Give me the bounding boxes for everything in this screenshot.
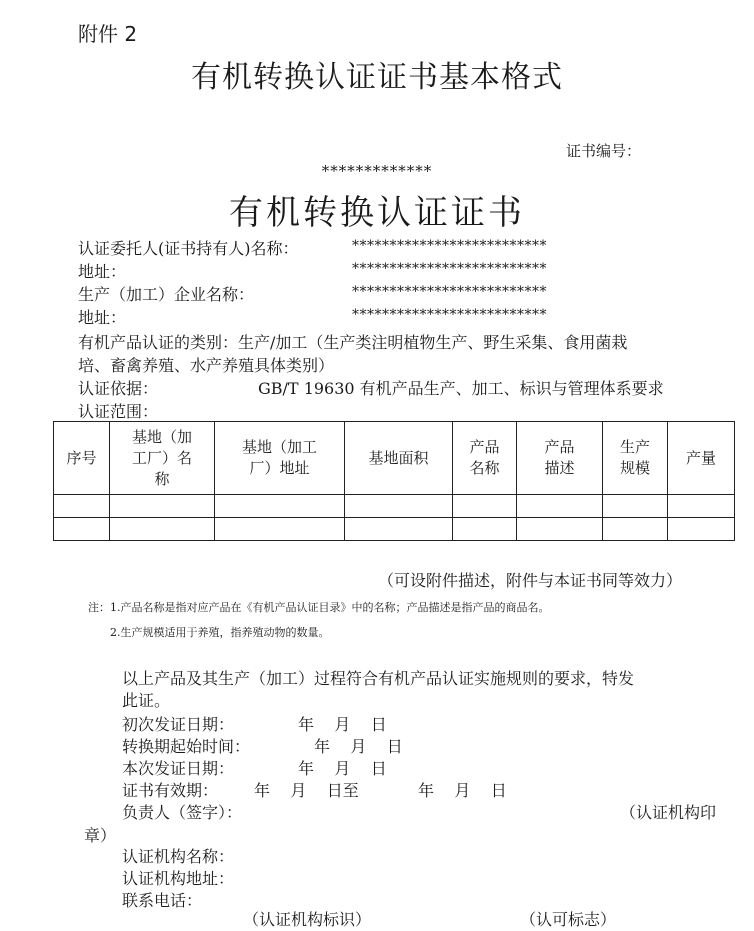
table-header-cell — [517, 422, 603, 495]
table-header-cell — [54, 422, 110, 495]
category-line-2: 培、畜禽养殖、水产养殖具体类别） — [78, 356, 335, 375]
first-issue-date-label: 初次发证日期： — [122, 715, 235, 734]
table-header-text: 名称 — [469, 459, 500, 477]
table-header-cell — [453, 422, 517, 495]
statement-line-1: 以上产品及其生产（加工）过程符合有机产品认证实施规则的要求，特发 — [122, 669, 635, 688]
org-mark-label: （认证机构标识） — [243, 910, 372, 929]
certificate-title: 有机转换认证证书 — [229, 193, 525, 233]
basis-label: 认证依据： — [78, 379, 159, 398]
table-cell — [517, 518, 603, 541]
table-cell — [668, 518, 735, 541]
holder-address-label: 地址： — [78, 262, 127, 281]
table-cell — [603, 495, 668, 518]
validity-to: 年 月 日 — [418, 781, 507, 800]
table-row — [54, 518, 735, 541]
enterprise-address-label: 地址： — [78, 308, 127, 327]
table-header-text: 描述 — [544, 459, 575, 477]
table-header-text: 基地（加 — [131, 427, 192, 446]
table-cell — [345, 495, 453, 518]
table-cell — [54, 518, 110, 541]
first-issue-date-value: 年 月 日 — [298, 715, 387, 734]
table-cell — [668, 495, 735, 518]
table-cell — [517, 495, 603, 518]
footnote-1: 注：1.产品名称是指对应产品在《有机产品认证目录》中的名称；产品描述是指产品的商品名。 — [88, 601, 550, 614]
table-header-text: 基地（加工 — [241, 438, 317, 456]
table-cell — [453, 495, 517, 518]
document-title: 有机转换认证证书基本格式 — [191, 60, 563, 95]
table-header-text: 序号 — [66, 448, 97, 467]
conversion-start-label: 转换期起始时间： — [122, 737, 251, 756]
table-header-text: 工厂）名 — [131, 448, 192, 467]
table-cell — [110, 518, 215, 541]
table-header-cell — [603, 422, 668, 495]
certificate-number-placeholder: ************* — [321, 162, 433, 180]
phone-label: 联系电话： — [122, 891, 203, 910]
table-header-text: 基地面积 — [368, 448, 429, 467]
responsible-person-label: 负责人（签字）： — [122, 803, 243, 822]
accreditation-mark-label: （认可标志） — [520, 910, 617, 929]
table-cell — [54, 495, 110, 518]
table-header-text: 规模 — [619, 459, 650, 477]
table-cell — [215, 518, 345, 541]
table-header-text: 生产 — [619, 438, 650, 456]
current-issue-date-label: 本次发证日期： — [122, 759, 235, 778]
enterprise-address-value: ************************** — [352, 307, 547, 323]
org-address-label: 认证机构地址： — [122, 869, 235, 888]
holder-name-label: 认证委托人(证书持有人)名称： — [78, 239, 299, 258]
product-table — [53, 421, 735, 541]
attachment-note: （可设附件描述，附件与本证书同等效力） — [378, 571, 683, 590]
org-name-label: 认证机构名称： — [122, 847, 235, 866]
current-issue-date-value: 年 月 日 — [298, 759, 387, 778]
table-header-text: 产量 — [685, 448, 716, 467]
table-header-text: 产品 — [544, 438, 575, 456]
seal-note-line-2: 章） — [84, 826, 117, 845]
basis-value: GB/T 19630 有机产品生产、加工、标识与管理体系要求 — [258, 379, 664, 398]
holder-address-value: ************************** — [352, 261, 547, 277]
table-header-cell — [110, 422, 215, 495]
conversion-start-value: 年 月 日 — [314, 737, 403, 756]
certificate-number-label: 证书编号： — [566, 142, 642, 160]
table-cell — [110, 495, 215, 518]
table-row — [54, 495, 735, 518]
validity-label: 证书有效期： — [122, 781, 219, 800]
attachment-label: 附件 2 — [78, 22, 138, 46]
enterprise-name-value: ************************** — [352, 284, 547, 300]
validity-from: 年 月 日至 — [254, 781, 359, 800]
table-header-text: 产品 — [469, 438, 500, 456]
footnote-2: 2.生产规模适用于养殖，指养殖动物的数量。 — [110, 626, 330, 639]
seal-note-line-1: （认证机构印 — [620, 803, 717, 822]
table-header-cell — [668, 422, 735, 495]
category-line-1: 有机产品认证的类别：生产/加工（生产类注明植物生产、野生采集、食用菌栽 — [78, 333, 628, 352]
table-body — [54, 495, 735, 541]
table-cell — [215, 495, 345, 518]
holder-name-value: ************************** — [352, 238, 547, 254]
scope-label: 认证范围： — [78, 402, 159, 421]
table-header-cell — [215, 422, 345, 495]
enterprise-name-label: 生产（加工）企业名称： — [78, 285, 255, 304]
table-header-text: 称 — [154, 469, 170, 488]
table-header-cell — [345, 422, 453, 495]
table-cell — [603, 518, 668, 541]
table-cell — [345, 518, 453, 541]
table-header-row — [54, 422, 735, 495]
statement-line-2: 此证。 — [122, 691, 171, 710]
table-header-text: 厂）地址 — [249, 459, 310, 477]
table-cell — [453, 518, 517, 541]
